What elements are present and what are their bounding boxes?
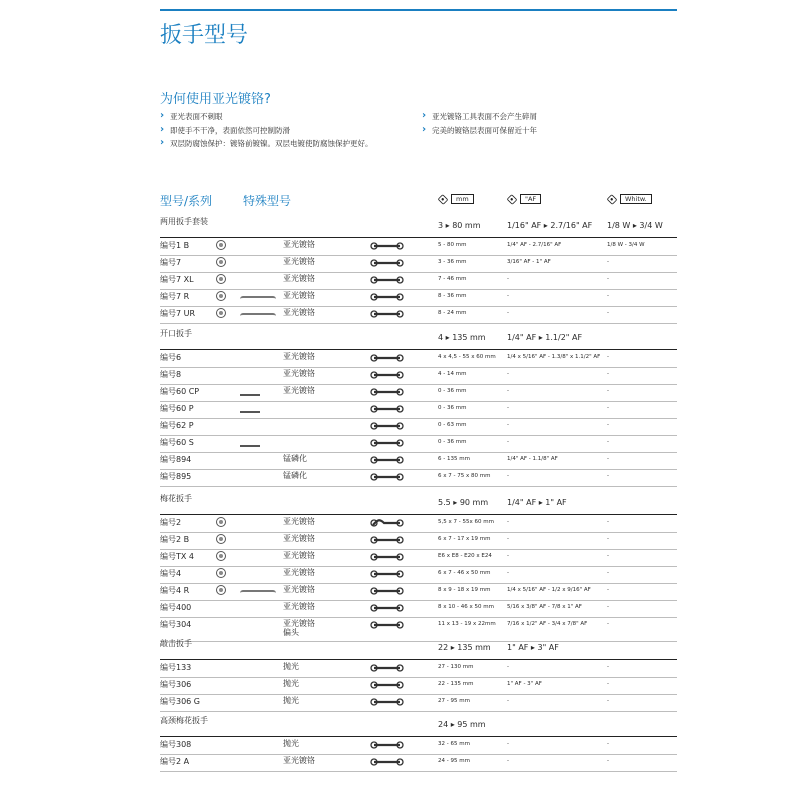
whitworth-range: - (607, 664, 609, 670)
model-number: 编号4 R (160, 586, 190, 595)
section-name: 开口扳手 (160, 329, 192, 338)
bullet-list-right (422, 110, 537, 137)
section-name: 敲击扳手 (160, 639, 192, 648)
model-number: 编号306 (160, 680, 192, 689)
finish: 亚光镀铬 (283, 274, 315, 283)
finish: 亚光镀铬 (283, 756, 315, 765)
wrench-icon (370, 568, 404, 580)
finish: 亚光镀铬 (283, 386, 315, 395)
size-badge-icon (216, 534, 226, 544)
mm-range: 6 x 7 - 46 x 50 mm (438, 570, 491, 576)
af-range: - (507, 664, 509, 670)
table-row (160, 418, 677, 436)
mm-range: 0 - 36 mm (438, 388, 467, 394)
finish: 锰磷化 (283, 471, 307, 480)
special-column-header: 特殊型号 (243, 194, 292, 208)
finish: 亚光镀铬 (283, 517, 315, 526)
finish: 亚光镀铬 (283, 308, 315, 317)
wrench-icon (370, 403, 404, 415)
mm-range: 8 x 9 - 18 x 19 mm (438, 587, 491, 593)
whitworth-range: - (607, 604, 609, 610)
wrench-icon (370, 291, 404, 303)
whitworth-range: - (607, 310, 609, 316)
mm-range: 4 - 14 mm (438, 371, 467, 377)
af-range: - (507, 741, 509, 747)
wrench-icon (370, 696, 404, 708)
af-range: - (507, 388, 509, 394)
ruler-icon (240, 442, 260, 447)
af-range: - (507, 276, 509, 282)
af-range: - (507, 473, 509, 479)
section-name: 两用扳手套装 (160, 217, 208, 226)
model-number: 编号308 (160, 740, 192, 749)
finish: 抛光 (283, 662, 299, 671)
whitworth-range: - (607, 698, 609, 704)
finish: 亚光镀铬 (283, 534, 315, 543)
size-badge-icon (216, 517, 226, 527)
whitworth-range: - (607, 758, 609, 764)
table-row (160, 272, 677, 290)
finish: 抛光 (283, 679, 299, 688)
mm-range: 7 - 46 mm (438, 276, 467, 282)
af-range: 1/4" AF - 2.7/16" AF (507, 242, 562, 248)
whitworth-range: - (607, 422, 609, 428)
table-row (160, 532, 677, 550)
whitworth-range: - (607, 388, 609, 394)
bullet-item: › 亚光镀铬工具表面不会产生碎屑 (422, 110, 537, 124)
model-number: 编号133 (160, 663, 192, 672)
size-badge-icon (216, 257, 226, 267)
model-number: 编号7 XL (160, 275, 194, 284)
whitworth-range: - (607, 405, 609, 411)
section-af-range: 1/16" AF ▸ 2.7/16" AF (507, 221, 593, 230)
whitworth-range: - (607, 293, 609, 299)
model-number: 编号8 (160, 370, 182, 379)
section-mm-range: 24 ▸ 95 mm (438, 720, 486, 729)
hex-nut-icon (438, 194, 449, 205)
af-range: 7/16 x 1/2" AF - 3/4 x 7/8" AF (507, 621, 588, 627)
unit-whitworth (607, 194, 652, 204)
table-row (160, 515, 677, 533)
size-badge-icon (216, 585, 226, 595)
af-range: - (507, 439, 509, 445)
af-range: 5/16 x 3/8" AF - 7/8 x 1" AF (507, 604, 582, 610)
whitworth-range: - (607, 519, 609, 525)
finish: 亚光镀铬 (283, 352, 315, 361)
finish: 亚光镀铬 (283, 291, 315, 300)
table-row (160, 677, 677, 695)
mm-range: 6 x 7 - 75 x 80 mm (438, 473, 491, 479)
finish: 亚光镀铬 (283, 369, 315, 378)
wrench-icon (370, 420, 404, 432)
mm-range: 5 - 80 mm (438, 242, 467, 248)
whitworth-range: - (607, 587, 609, 593)
bullet-item: › 即使手不干净，表面依然可控制防滑 (160, 124, 373, 138)
af-range: - (507, 536, 509, 542)
section-name: 高颈梅花扳手 (160, 716, 208, 725)
size-badge-icon (216, 568, 226, 578)
af-range: - (507, 293, 509, 299)
table-row (160, 255, 677, 273)
section-af-range: 1" AF ▸ 3" AF (507, 643, 559, 652)
wrench-icon (370, 585, 404, 597)
model-number: 编号6 (160, 353, 182, 362)
mm-range: 27 - 130 mm (438, 664, 474, 670)
whitworth-range: - (607, 621, 609, 627)
model-number: 编号2 B (160, 535, 190, 544)
wrench-icon (370, 517, 404, 529)
whitworth-range: - (607, 473, 609, 479)
section-header (160, 635, 677, 659)
size-badge-icon (216, 291, 226, 301)
whitworth-range: - (607, 276, 609, 282)
model-number: 编号2 A (160, 757, 190, 766)
af-range: - (507, 758, 509, 764)
af-range: - (507, 405, 509, 411)
table-row (160, 469, 677, 487)
model-number: 编号60 P (160, 404, 194, 413)
section-header (160, 213, 677, 237)
mm-range: 6 x 7 - 17 x 19 mm (438, 536, 491, 542)
hex-nut-icon (507, 194, 518, 205)
section-whitworth-range: 1/8 W ▸ 3/4 W (607, 221, 663, 230)
ratchet-icon (240, 296, 276, 302)
section-mm-range: 3 ▸ 80 mm (438, 221, 481, 230)
finish: 亚光镀铬 (283, 257, 315, 266)
section-header (160, 325, 677, 349)
wrench-icon (370, 274, 404, 286)
finish: 亚光镀铬 (283, 585, 315, 594)
af-range: - (507, 422, 509, 428)
bullet-item: › 完美的镀铬层表面可保留近十年 (422, 124, 537, 138)
finish: 锰磷化 (283, 454, 307, 463)
model-number: 编号304 (160, 620, 192, 629)
mm-range: E6 x E8 - E20 x E24 (438, 553, 492, 559)
wrench-icon (370, 454, 404, 466)
mm-range: 22 - 135 mm (438, 681, 474, 687)
table-row (160, 583, 677, 601)
mm-range: 0 - 63 mm (438, 422, 467, 428)
table-row (160, 367, 677, 385)
section-mm-range: 22 ▸ 135 mm (438, 643, 491, 652)
model-number: 编号7 R (160, 292, 190, 301)
size-badge-icon (216, 240, 226, 250)
wrench-icon (370, 739, 404, 751)
section-header (160, 490, 677, 514)
table-row (160, 435, 677, 453)
model-number: 编号895 (160, 472, 192, 481)
whitworth-range: 1/8 W - 3/4 W (607, 242, 645, 248)
unit-mm (438, 194, 474, 204)
af-range: - (507, 519, 509, 525)
table-row (160, 754, 677, 772)
finish: 亚光镀铬 (283, 551, 315, 560)
wrench-icon (370, 386, 404, 398)
model-number: 编号62 P (160, 421, 194, 430)
mm-range: 5,5 x 7 - 55x 60 mm (438, 519, 494, 525)
whitworth-range: - (607, 681, 609, 687)
wrench-icon (370, 437, 404, 449)
mm-range: 11 x 13 - 19 x 22mm (438, 621, 496, 627)
whitworth-range: - (607, 259, 609, 265)
wrench-icon (370, 471, 404, 483)
mm-range: 8 x 10 - 46 x 50 mm (438, 604, 494, 610)
af-range: - (507, 310, 509, 316)
af-range: 1" AF - 3" AF (507, 681, 542, 687)
section-mm-range: 5.5 ▸ 90 mm (438, 498, 489, 507)
af-range: 1/4 x 5/16" AF - 1.3/8" x 1.1/2" AF (507, 354, 601, 360)
model-number: 编号400 (160, 603, 192, 612)
whitworth-range: - (607, 741, 609, 747)
mm-range: 8 - 36 mm (438, 293, 467, 299)
mm-range: 4 x 4,5 - 55 x 60 mm (438, 354, 496, 360)
mm-range: 32 - 65 mm (438, 741, 470, 747)
page-title: 扳手型号 (160, 23, 249, 48)
wrench-icon (370, 602, 404, 614)
table-row (160, 660, 677, 678)
table-row (160, 737, 677, 755)
mm-range: 0 - 36 mm (438, 439, 467, 445)
ruler-icon (240, 408, 260, 413)
table-row (160, 694, 677, 712)
finish: 亚光镀铬 偏头 (283, 619, 315, 637)
table-row (160, 549, 677, 567)
top-rule (160, 9, 677, 11)
table-row (160, 566, 677, 584)
table-row (160, 289, 677, 307)
model-column-header: 型号/系列 (160, 194, 213, 208)
af-range: - (507, 570, 509, 576)
wrench-icon (370, 551, 404, 563)
finish: 亚光镀铬 (283, 568, 315, 577)
mm-range: 0 - 36 mm (438, 405, 467, 411)
model-number: 编号TX 4 (160, 552, 194, 561)
whitworth-range: - (607, 371, 609, 377)
model-number: 编号4 (160, 569, 182, 578)
af-range: 3/16" AF - 1" AF (507, 259, 551, 265)
wrench-icon (370, 308, 404, 320)
table-row (160, 384, 677, 402)
model-number: 编号7 (160, 258, 182, 267)
bullet-item: › 双层防腐蚀保护：镀铬前镀镍。双层电镀使防腐蚀保护更好。 (160, 137, 373, 151)
wrench-icon (370, 240, 404, 252)
wrench-icon (370, 352, 404, 364)
mm-range: 27 - 95 mm (438, 698, 470, 704)
section-name: 梅花扳手 (160, 494, 192, 503)
whitworth-range: - (607, 536, 609, 542)
wrench-icon (370, 662, 404, 674)
model-number: 编号7 UR (160, 309, 196, 318)
bullet-item: › 亚光表面不刺眼 (160, 110, 373, 124)
table-row (160, 238, 677, 256)
af-range: 1/4 x 5/16" AF - 1/2 x 9/16" AF (507, 587, 591, 593)
model-number: 编号2 (160, 518, 182, 527)
model-number: 编号60 CP (160, 387, 200, 396)
table-row (160, 452, 677, 470)
whitworth-range: - (607, 553, 609, 559)
ratchet-icon (240, 590, 276, 596)
af-range: - (507, 371, 509, 377)
unit-mm-label: mm (451, 194, 474, 204)
finish: 亚光镀铬 (283, 602, 315, 611)
af-range: - (507, 698, 509, 704)
mm-range: 24 - 95 mm (438, 758, 470, 764)
section-af-range: 1/4" AF ▸ 1.1/2" AF (507, 333, 583, 342)
bullet-list-left (160, 110, 373, 151)
whitworth-range: - (607, 570, 609, 576)
size-badge-icon (216, 274, 226, 284)
unit-af (507, 194, 541, 204)
wrench-icon (370, 369, 404, 381)
section-af-range: 1/4" AF ▸ 1" AF (507, 498, 567, 507)
mm-range: 6 - 135 mm (438, 456, 470, 462)
model-number: 编号60 S (160, 438, 194, 447)
wrench-icon (370, 534, 404, 546)
model-number: 编号306 G (160, 697, 201, 706)
wrench-icon (370, 257, 404, 269)
unit-whitworth-label: Whitw. (620, 194, 652, 204)
whitworth-range: - (607, 439, 609, 445)
whitworth-range: - (607, 354, 609, 360)
finish: 抛光 (283, 739, 299, 748)
ruler-icon (240, 391, 260, 396)
wrench-icon (370, 679, 404, 691)
mm-range: 8 - 24 mm (438, 310, 467, 316)
section-mm-range: 4 ▸ 135 mm (438, 333, 486, 342)
size-badge-icon (216, 308, 226, 318)
mm-range: 3 - 36 mm (438, 259, 467, 265)
af-range: - (507, 553, 509, 559)
wrench-icon (370, 756, 404, 768)
unit-af-label: "AF (520, 194, 541, 204)
model-number: 编号1 B (160, 241, 190, 250)
ratchet-icon (240, 313, 276, 319)
finish: 抛光 (283, 696, 299, 705)
table-row (160, 306, 677, 324)
hex-nut-icon (607, 194, 618, 205)
table-row (160, 600, 677, 618)
section-header (160, 712, 677, 736)
wrench-icon (370, 619, 404, 631)
table-row (160, 350, 677, 368)
whitworth-range: - (607, 456, 609, 462)
model-number: 编号894 (160, 455, 192, 464)
why-heading: 为何使用亚光镀铬? (160, 92, 271, 107)
size-badge-icon (216, 551, 226, 561)
finish: 亚光镀铬 (283, 240, 315, 249)
af-range: 1/4" AF - 1.1/8" AF (507, 456, 558, 462)
table-row (160, 401, 677, 419)
